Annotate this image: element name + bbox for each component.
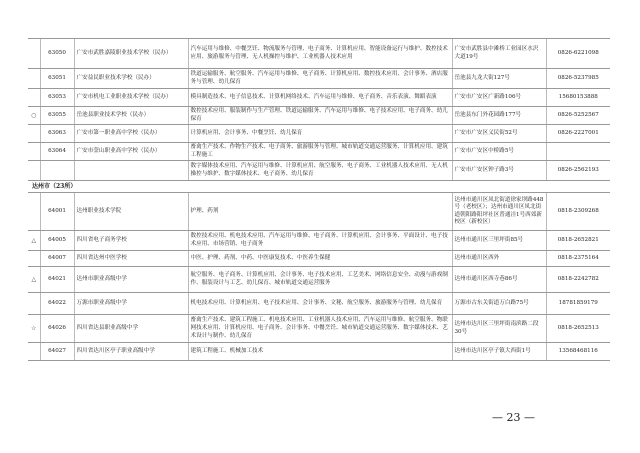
row-mark xyxy=(28,293,40,315)
row-mark xyxy=(28,39,40,69)
row-mark: △ xyxy=(28,267,40,293)
school-address: 达州市通川区西外 xyxy=(452,251,546,267)
school-name: 达州市职业高级中学 xyxy=(74,267,188,293)
table-body-top xyxy=(28,39,610,181)
school-code xyxy=(40,161,74,181)
school-address: 广安市广安区义民街52号 xyxy=(452,125,546,143)
school-code: 64021 xyxy=(40,267,74,293)
row-mark xyxy=(28,143,40,161)
school-name: 四川省达县职业高级中学 xyxy=(74,315,188,343)
school-name: 广安市第一职业高中学校（民办） xyxy=(74,125,188,143)
school-phone: 15680153888 xyxy=(546,89,610,107)
school-majors: 汽车运用与维修、中餐烹饪、物流服务与管理、电子商务、计算机应用、智能设备运行与维护、数控技术应用、旅游服务与管理、无人机操控与维护、工业机器人技术应用 xyxy=(188,39,452,69)
school-phone: 0826-5237985 xyxy=(546,69,610,89)
school-code: 63063 xyxy=(40,125,74,143)
table-row xyxy=(28,267,610,293)
school-address: 广安市武胜县中滩桥工业园区水沢大道19号 xyxy=(452,39,546,69)
row-mark xyxy=(28,343,40,361)
table-row xyxy=(28,161,610,181)
row-mark xyxy=(28,125,40,143)
school-address: 达州市通川区三里坪街85号 xyxy=(452,231,546,251)
school-majors: 模具制造技术、电子信息技术、计算机网络技术、汽车运用与维修、电子商务、音乐表演、舞蹈表演 xyxy=(188,89,452,107)
school-code: 63064 xyxy=(40,143,74,161)
school-phone: 13568468116 xyxy=(546,343,610,361)
school-code: 64022 xyxy=(40,293,74,315)
school-address: 广安市广安区广新路106号 xyxy=(452,89,546,107)
school-majors: 畜禽生产技术、作物生产技术、电子商务、旅游服务与管理、城市轨道交通运营服务、计算机应用、建筑工程施工 xyxy=(188,143,452,161)
school-code: 64007 xyxy=(40,251,74,267)
school-address: 达州市达川区亭子镇大西街1号 xyxy=(452,343,546,361)
table-row xyxy=(28,89,610,107)
school-code: 64001 xyxy=(40,193,74,231)
school-address: 岳池县东门外花园路177号 xyxy=(452,107,546,125)
school-majors: 建筑工程施工、机械加工技术 xyxy=(188,343,452,361)
table-row xyxy=(28,193,610,231)
school-phone: 0818-2652513 xyxy=(546,315,610,343)
school-phone: 0826-2562193 xyxy=(546,161,610,181)
school-majors: 畜禽生产技术、建筑工程施工、机电技术应用、工业机器人技术应用、汽车运用与维修、航空服务、物联网技术应用、计算机应用、电子商务、会计事务、中餐烹饪、城市轨道交通运营服务、数字媒体技术、艺术设计与制作、幼儿保育 xyxy=(188,315,452,343)
school-name: 广安益民职业技术学校（民办） xyxy=(74,69,188,89)
school-name xyxy=(74,161,188,181)
school-majors: 中医、护理、药剂、中药、中医康复技术、中医养生保健 xyxy=(188,251,452,267)
school-phone: 0818-2375164 xyxy=(546,251,610,267)
school-majors: 铁道运输服务、航空服务、汽车运用与维修、电子商务、计算机应用、数控技术应用、会计事务、酒店服务与管理、幼儿保育 xyxy=(188,69,452,89)
row-mark xyxy=(28,251,40,267)
table-row xyxy=(28,125,610,143)
school-phone: 0826-5252567 xyxy=(546,107,610,125)
row-mark xyxy=(28,69,40,89)
school-name: 广安市武胜嘉陵职业技术学校（民办） xyxy=(74,39,188,69)
school-name: 四川省电子商务学校 xyxy=(74,231,188,251)
table-row xyxy=(28,231,610,251)
school-majors: 数控技术应用、服装制作与生产管理、铁道运输服务、汽车运用与维修、电子技术应用、电子商务、幼儿保育 xyxy=(188,107,452,125)
row-mark xyxy=(28,193,40,231)
school-address: 万源市古东关街道万白路75号 xyxy=(452,293,546,315)
school-code: 63055 xyxy=(40,107,74,125)
page-number: — 23 — xyxy=(492,411,535,424)
school-name: 四川省达川区亭子职业高级中学 xyxy=(74,343,188,361)
table-row xyxy=(28,251,610,267)
school-table xyxy=(28,38,610,361)
table-row xyxy=(28,69,610,89)
school-phone: 0818-2242782 xyxy=(546,267,610,293)
table-row xyxy=(28,39,610,69)
section-header xyxy=(28,181,610,193)
table-body-bottom xyxy=(28,193,610,361)
school-majors: 航空服务、电子商务、计算机应用、会计事务、电子技术应用、工艺美术、网络信息安全、动漫与游戏制作、服装设计与工艺、幼儿保育、城市轨道交通运营服务 xyxy=(188,267,452,293)
table-row xyxy=(28,293,610,315)
school-majors: 数控技术应用、机电技术应用、汽车运用与维修、电子商务、计算机应用、会计事务、平面设计、电子技术应用、市场营销、电子商务 xyxy=(188,231,452,251)
school-address: 达州市达川区三里坪街南滨路二段30号 xyxy=(452,315,546,343)
school-code: 64005 xyxy=(40,231,74,251)
school-address: 达州市通川区凤北街道徐家坝路448号（老校区）；达州市通川区凤北街道朝阳路阳坪社区普通洼1号西郊新校区（新校区） xyxy=(452,193,546,231)
school-majors: 计算机应用、会计事务、中餐烹饪、幼儿保育 xyxy=(188,125,452,143)
row-mark xyxy=(28,161,40,181)
school-majors: 机电技术应用、计算机应用、电子技术应用、会计事务、文秘、航空服务、旅游服务与管理、幼儿保育 xyxy=(188,293,452,315)
row-mark xyxy=(28,89,40,107)
table-row xyxy=(28,343,610,361)
school-phone: 0818-2652821 xyxy=(546,231,610,251)
section-title: 达州市（23所） xyxy=(28,181,610,193)
school-phone: 0826-6221098 xyxy=(546,39,610,69)
table-row xyxy=(28,315,610,343)
school-phone: 0826-2227001 xyxy=(546,125,610,143)
school-code: 64026 xyxy=(40,315,74,343)
school-phone xyxy=(546,143,610,161)
school-name: 万源市职业高级中学 xyxy=(74,293,188,315)
school-address: 达州市通川区西寺巷86号 xyxy=(452,267,546,293)
school-name: 广安市机电工业职业技术学校（民办） xyxy=(74,89,188,107)
school-name: 四川省达州中医学校 xyxy=(74,251,188,267)
school-name: 广安市蓥山职业高中学校（民办） xyxy=(74,143,188,161)
school-code: 63051 xyxy=(40,69,74,89)
row-mark: ○ xyxy=(28,107,40,125)
row-mark: ☆ xyxy=(28,315,40,343)
school-name: 岳池县职业技术学校（民办） xyxy=(74,107,188,125)
school-majors: 护理、药剂 xyxy=(188,193,452,231)
school-address: 广安市广安区钟子路3号 xyxy=(452,161,546,181)
school-address: 广安市广安区中桥路5号 xyxy=(452,143,546,161)
table-row xyxy=(28,143,610,161)
school-address: 岳池县九龙大街127号 xyxy=(452,69,546,89)
school-phone: 18781859179 xyxy=(546,293,610,315)
school-phone: 0818-2309268 xyxy=(546,193,610,231)
school-name: 达州职业技术学院 xyxy=(74,193,188,231)
table-row xyxy=(28,107,610,125)
school-code: 63053 xyxy=(40,89,74,107)
school-code: 64027 xyxy=(40,343,74,361)
school-code: 63050 xyxy=(40,39,74,69)
row-mark: △ xyxy=(28,231,40,251)
school-majors: 数字媒体技术应用、汽车运用与维修、计算机应用、航空服务、电子商务、工业机器人技术应用、无人机操控与维护、数字媒体技术、电子商务、幼儿保育 xyxy=(188,161,452,181)
